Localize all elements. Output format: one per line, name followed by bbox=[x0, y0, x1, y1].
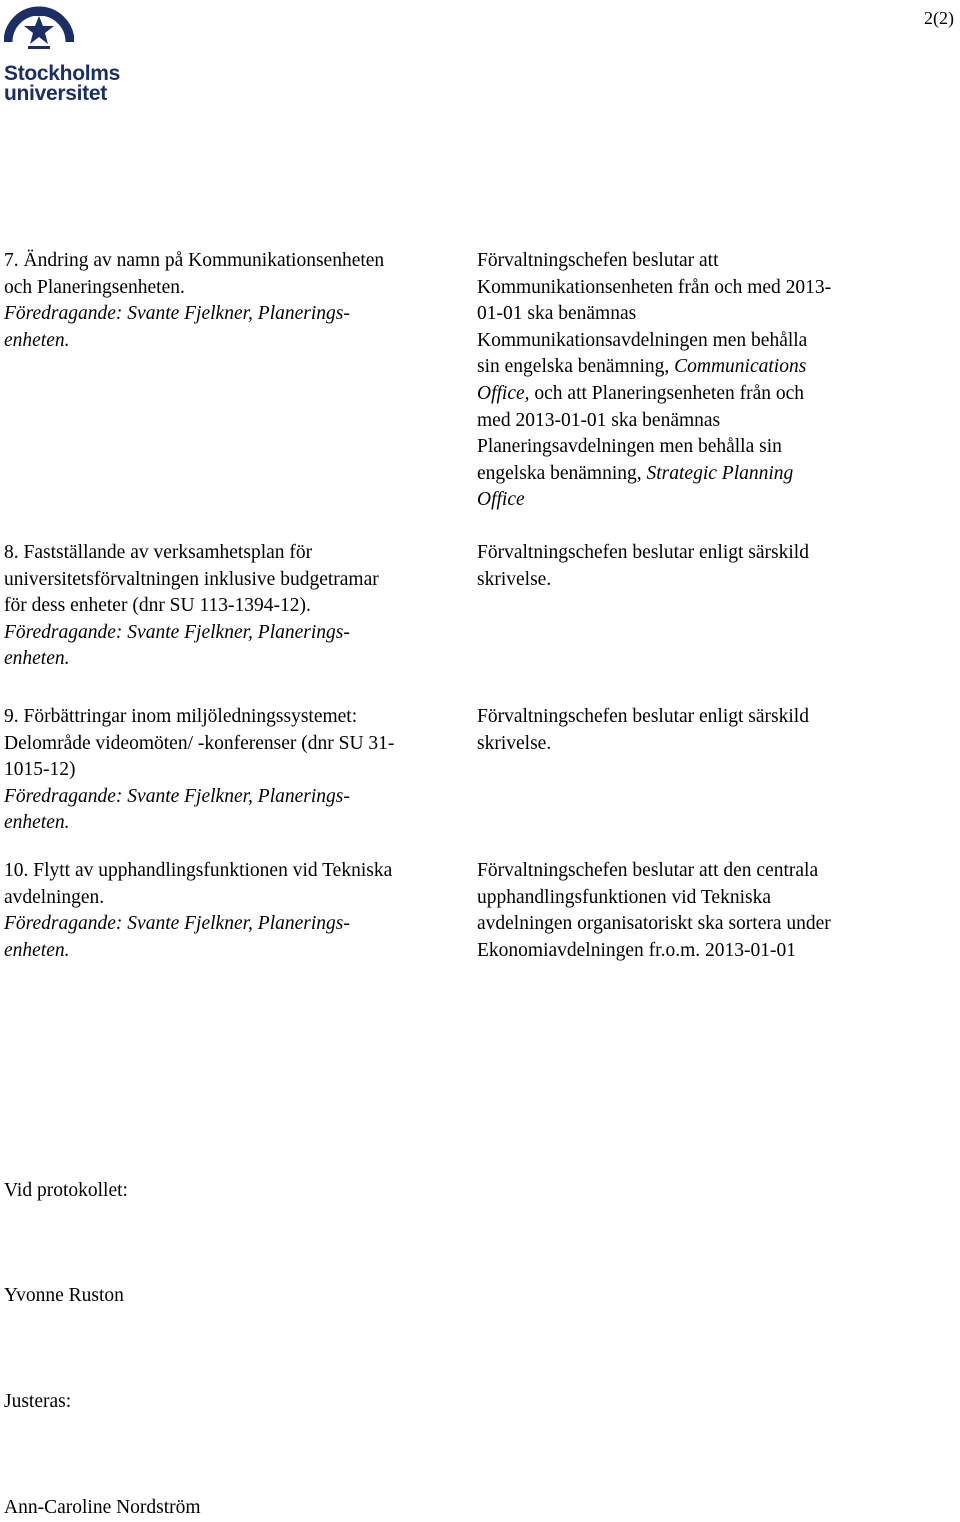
decision-text: Strategic Planning bbox=[646, 462, 794, 484]
decision-line bbox=[477, 487, 897, 514]
decision-line bbox=[477, 275, 897, 302]
decision-text: 01-01 ska benämnas bbox=[477, 303, 637, 325]
decision-text: Planeringsavdelningen men behålla sin bbox=[477, 436, 782, 458]
agenda-item-title-line: 8. Fastställande av verksamhetsplan för bbox=[4, 542, 313, 563]
decision-9 bbox=[477, 704, 897, 757]
decision-line bbox=[477, 408, 897, 435]
decision-line bbox=[477, 731, 897, 758]
protocol-name: Yvonne Ruston bbox=[4, 1285, 124, 1306]
presenter-line: Föredragande: Svante Fjelkner, Planerings- bbox=[4, 785, 350, 807]
decision-text: avdelningen organisatoriskt ska sortera under bbox=[477, 913, 831, 935]
page-number: 2(2) bbox=[924, 8, 954, 28]
decision-line bbox=[477, 381, 897, 408]
presenter-line: Föredragande: Svante Fjelkner, Planerings- bbox=[4, 913, 350, 935]
presenter-line: enheten. bbox=[4, 329, 70, 351]
decision-text: skrivelse. bbox=[477, 732, 552, 754]
agenda-item-8 bbox=[4, 540, 464, 673]
decision-line bbox=[477, 301, 897, 328]
decision-line bbox=[477, 704, 897, 731]
decision-line bbox=[477, 938, 897, 965]
decision-text: Ekonomiavdelningen fr.o.m. 2013-01-01 bbox=[477, 939, 796, 961]
university-seal-icon bbox=[4, 2, 74, 64]
decision-line bbox=[477, 567, 897, 594]
agenda-item-title-line: Delområde videomöten/ -konferenser (dnr SU 31- bbox=[4, 732, 395, 754]
decision-text: skrivelse. bbox=[477, 568, 552, 590]
decision-text: sin engelska benämning, bbox=[477, 356, 675, 378]
decision-text: Förvaltningschefen beslutar enligt särskild bbox=[477, 706, 809, 727]
decision-text: upphandlingsfunktionen vid Tekniska bbox=[477, 886, 771, 908]
agenda-item-7 bbox=[4, 248, 464, 354]
university-logo-wordmark: Stockholms universitet bbox=[4, 62, 121, 105]
decision-line bbox=[477, 328, 897, 355]
agenda-item-title-line: universitetsförvaltningen inklusive budgetramar bbox=[4, 568, 379, 590]
decision-text: engelska benämning, bbox=[477, 462, 647, 484]
verify-name: Ann-Caroline Nordström bbox=[4, 1497, 201, 1518]
decision-line bbox=[477, 885, 897, 912]
decision-10 bbox=[477, 858, 897, 964]
decision-text: Communications bbox=[674, 356, 807, 378]
decision-text: Förvaltningschefen beslutar enligt särskild bbox=[477, 542, 809, 563]
university-logo bbox=[4, 2, 122, 105]
decision-text: Kommunikationsavdelningen men behålla bbox=[477, 329, 808, 351]
decision-line bbox=[477, 858, 897, 885]
decision-line bbox=[477, 434, 897, 461]
presenter-line: enheten. bbox=[4, 812, 70, 834]
decision-text: Förvaltningschefen beslutar att bbox=[477, 250, 719, 271]
decision-8 bbox=[477, 540, 897, 593]
agenda-item-title-line: 7. Ändring av namn på Kommunikationsenheten bbox=[4, 250, 385, 271]
verify-label: Justeras: bbox=[4, 1391, 72, 1412]
decision-line bbox=[477, 540, 897, 567]
decision-text: Office, bbox=[477, 382, 530, 404]
agenda-item-title-line: för dess enheter (dnr SU 113-1394-12). bbox=[4, 595, 311, 617]
decision-line bbox=[477, 911, 897, 938]
agenda-item-title-line: 10. Flytt av upphandlingsfunktionen vid Tekniska bbox=[4, 860, 393, 881]
agenda-item-10 bbox=[4, 858, 464, 964]
decision-line bbox=[477, 248, 897, 275]
agenda-item-9 bbox=[4, 704, 464, 837]
agenda-item-title-line: 1015-12) bbox=[4, 759, 76, 781]
presenter-line: enheten. bbox=[4, 648, 70, 670]
agenda-item-title-line: avdelningen. bbox=[4, 886, 105, 908]
decision-text: Förvaltningschefen beslutar att den centrala bbox=[477, 860, 819, 881]
decision-line bbox=[477, 354, 897, 381]
decision-7 bbox=[477, 248, 897, 514]
agenda-item-title-line: och Planeringsenheten. bbox=[4, 276, 185, 298]
decision-text: Office bbox=[477, 489, 525, 511]
protocol-label: Vid protokollet: bbox=[4, 1180, 128, 1201]
decision-line bbox=[477, 461, 897, 488]
decision-text: Kommunikationsenheten från och med 2013- bbox=[477, 276, 832, 298]
presenter-line: Föredragande: Svante Fjelkner, Planerings- bbox=[4, 621, 350, 643]
presenter-line: enheten. bbox=[4, 939, 70, 961]
decision-text: och att Planeringsenheten från och bbox=[529, 382, 805, 404]
decision-text: med 2013-01-01 ska benämnas bbox=[477, 409, 721, 431]
presenter-line: Föredragande: Svante Fjelkner, Planerings- bbox=[4, 303, 350, 325]
agenda-item-title-line: 9. Förbättringar inom miljöledningssystemet: bbox=[4, 706, 358, 727]
